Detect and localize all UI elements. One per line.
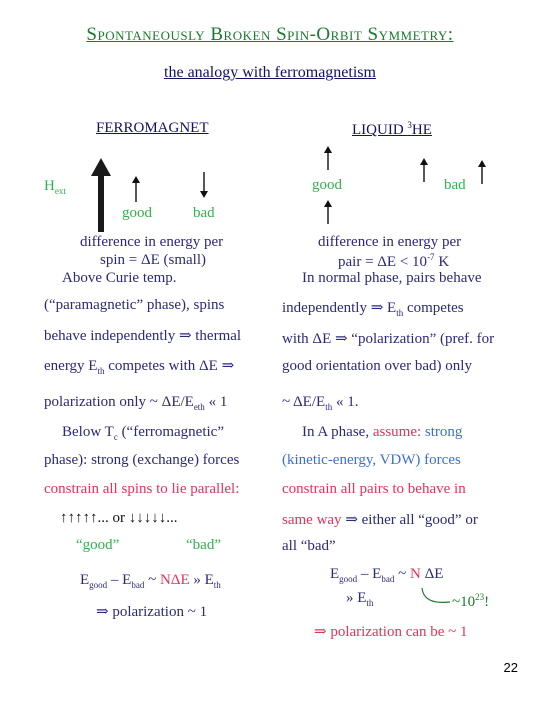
spin-up-arrow-icon xyxy=(130,176,142,202)
right-energy-line1: difference in energy per xyxy=(318,234,462,250)
left-energy-equation: $E_{good} - E_{bad}$ ~ NΔE » $E_{th}$ xyxy=(80,572,221,590)
page-number: 22 xyxy=(503,660,518,675)
right-energy-line2: pair = $\Delta E < 10^{-7}$ K xyxy=(338,252,450,270)
hext-label: $H_{ext}$ xyxy=(44,178,66,196)
left-energy-line2: spin = ΔE (small) xyxy=(100,252,207,268)
ferromagnet-header: FERROMAGNET xyxy=(96,120,209,136)
left-p2-line3: constrain all spins to lie parallel: xyxy=(44,481,240,497)
right-p1-line2: independently ⇒ $E_{th}$ competes xyxy=(282,300,464,318)
left-bad-label: bad xyxy=(193,205,215,221)
right-bad-label: bad xyxy=(444,177,466,193)
slide-subtitle: the analogy with ferromagnetism xyxy=(164,64,376,81)
right-good-label: good xyxy=(312,177,342,193)
right-p2-line2: (kinetic-energy, VDW) forces xyxy=(282,452,461,468)
bad-pair-up-arrow-icon xyxy=(418,158,430,182)
pair-up-arrow-icon xyxy=(322,146,334,170)
spin-arrows-row: ↑↑↑↑↑... or ↓↓↓↓↓... xyxy=(60,510,178,526)
left-p1-line2: (“paramagnetic” phase), spins xyxy=(44,297,225,313)
right-p2-line5: all “bad” xyxy=(282,538,336,554)
left-p2-line2: phase): strong (exchange) forces xyxy=(44,452,240,468)
slide-title: Spontaneously Broken Spin-Orbit Symmetry: xyxy=(86,24,454,45)
liquid-he3-header: LIQUID $^3$HE xyxy=(352,120,432,138)
field-arrow-icon xyxy=(90,158,112,232)
right-p2-line1: In A phase, assume: strong xyxy=(302,424,463,440)
right-p2-line3: constrain all pairs to behave in xyxy=(282,481,466,497)
left-good-label: good xyxy=(122,205,152,221)
spin-down-arrow-icon xyxy=(198,172,210,198)
pair-up-arrow-icon-2 xyxy=(322,200,334,224)
left-p1-line3: behave independently ⇒ thermal xyxy=(44,328,242,344)
avogadro-note: $\sim 10^{23}$! xyxy=(452,592,490,610)
right-p1-line5: ~ $\Delta E/E_{th}$ « 1. xyxy=(282,394,359,412)
left-p2-line1: Below $T_c$ (“ferromagnetic” xyxy=(62,424,224,442)
bad-pair-up-arrow-icon-2 xyxy=(476,160,488,184)
bad-quoted-label: “bad” xyxy=(186,537,221,553)
left-result: ⇒ polarization ~ 1 xyxy=(96,604,208,620)
good-quoted-label: “good” xyxy=(76,537,120,553)
right-p2-line4: same way ⇒ either all “good” or xyxy=(282,512,478,528)
left-energy-line1: difference in energy per xyxy=(80,234,224,250)
right-p1-line4: good orientation over bad) only xyxy=(282,358,472,374)
left-p1-line4: energy $E_{th}$ competes with ΔE ⇒ xyxy=(44,358,235,376)
right-energy-equation: $E_{good} - E_{bad}$ ~ N ΔE xyxy=(330,566,444,584)
right-result: ⇒ polarization can be ~ 1 xyxy=(314,624,468,640)
left-p1-line5: polarization only ~ $\Delta E/E_{eth}$ « 1 xyxy=(44,394,228,412)
right-p1-line3: with ΔE ⇒ “polarization” (pref. for xyxy=(282,331,495,347)
note-curve-icon xyxy=(420,586,454,608)
right-p1-line1: In normal phase, pairs behave xyxy=(302,270,482,286)
right-energy-equation-line2: » $E_{th}$ xyxy=(346,590,374,608)
left-p1-line1: Above Curie temp. xyxy=(62,270,177,286)
